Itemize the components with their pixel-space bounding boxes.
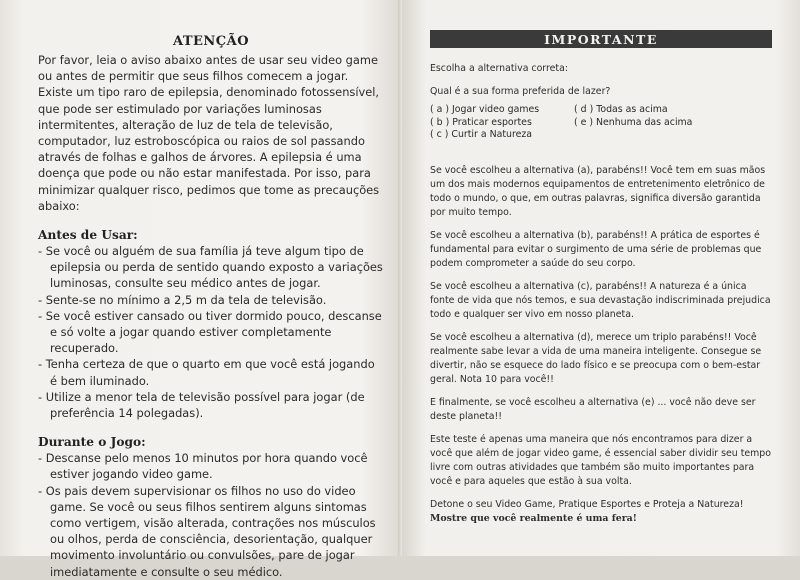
epilepsy-intro: Por favor, leia o aviso abaixo antes de usar seu video game ou antes de permitir que seus filhos comecem a jogar. Existe um tipo raro de epilepsia, denominado fotossensível, que pode ser estimulado por variações luminosas intermitentes, alteração de luz de tela de televisão, computador, luz estroboscópica ou raios de sol passando através de folhas e galhos de árvores. A epilepsia é uma doença que pode ou não estar manifestada. Por isso, para minimizar qualquer risco, pedimos que tome as precauções abaixo: — [38, 53, 380, 213]
answer-a: Se você escolheu a alternativa (a), parabéns!! Você tem em suas mãos um dos mais modernos equipamentos de entretenimento eletrônico de todo o mundo, o que, em outras palavras, significa diversão garantida por muito tempo. — [430, 164, 766, 218]
list-item: - Utilize a menor tela de televisão possível para jogar (de preferência 14 polegadas). — [38, 389, 384, 421]
slogan: Detone o seu Video Game, Pratique Esportes e Proteja a Natureza! — [430, 498, 744, 510]
quiz-prompt: Escolha a alternativa correta: — [430, 63, 568, 74]
quiz-options — [430, 104, 772, 142]
important-banner: IMPORTANTE — [430, 30, 772, 48]
answer-b: Se você escolheu a alternativa (b), parabéns!! A prática de esportes é fundamental para evitar o surgimento de uma série de problemas que podem comprometer a saúde do seu corpo. — [430, 229, 762, 269]
closing-paragraph: Este teste é apenas uma maneira que nós encontramos para dizer a você que além de jogar video game, é essencial saber dividir seu tempo livre com outras atividades que também são muito importantes para você e para aqueles que estão à sua volta. — [430, 433, 771, 487]
option-e: ( e ) Nenhuma das acima — [574, 116, 693, 128]
during-game-heading: Durante o Jogo: — [38, 435, 146, 450]
attention-title: ATENÇÃO — [172, 34, 250, 49]
right-page — [402, 0, 800, 556]
answer-c: Se você escolheu a alternativa (c), parabéns!! A natureza é a única fonte de vida que nós temos, e sua devastação indiscriminada prejudica todo e qualquer ser vivo em nosso planeta. — [430, 280, 771, 320]
quiz-question: Qual é a sua forma preferida de lazer? — [430, 86, 611, 97]
list-item: - Tenha certeza de que o quarto em que você está jogando é bem iluminado. — [38, 356, 384, 388]
answer-d: Se você escolheu a alternativa (d), merece um triplo parabéns!! Você realmente sabe levar a vida de uma maneira inteligente. Consegue se divertir, não se esquece do lado físico e se preocupa com o bem-estar geral. Nota 10 para você!! — [430, 331, 762, 385]
option-b: ( b ) Praticar esportes — [430, 116, 532, 128]
list-item: - Se você estiver cansado ou tiver dormido pouco, descanse e só volte a jogar quando estiver completamente recuperado. — [38, 308, 384, 357]
list-item: - Os pais devem supervisionar os filhos no uso do video game. Se você ou seus filhos sentirem alguns sintomas como vertigem, visão alterada, contrações nos músculos ou olhos, perda de consciência, desorientação, qualquer movimento involuntário ou convulsões, pare de jogar imediatamente e consulte o seu médico. — [38, 483, 384, 580]
before-use-heading: Antes de Usar: — [38, 228, 138, 243]
before-use-list — [38, 243, 384, 421]
during-game-list — [38, 450, 384, 580]
answer-e: E finalmente, se você escolheu a alternativa (e) ... você não deve ser deste planeta!! — [430, 396, 756, 422]
list-item: - Sente-se no mínimo a 2,5 m da tela de televisão. — [38, 292, 384, 308]
option-a: ( a ) Jogar video games — [430, 104, 540, 115]
list-item: - Se você ou alguém de sua família já teve algum tipo de epilepsia ou perda de sentido quando exposto a variações luminosas, consulte seu médico antes de jogar. — [38, 243, 384, 292]
list-item: - Descanse pelo menos 10 minutos por hora quando você estiver jogando video game. — [38, 450, 384, 482]
option-c: ( c ) Curtir a Natureza — [430, 129, 533, 140]
option-d: ( d ) Todas as acima — [574, 104, 668, 115]
final-line: Mostre que você realmente é uma fera! — [430, 512, 637, 524]
